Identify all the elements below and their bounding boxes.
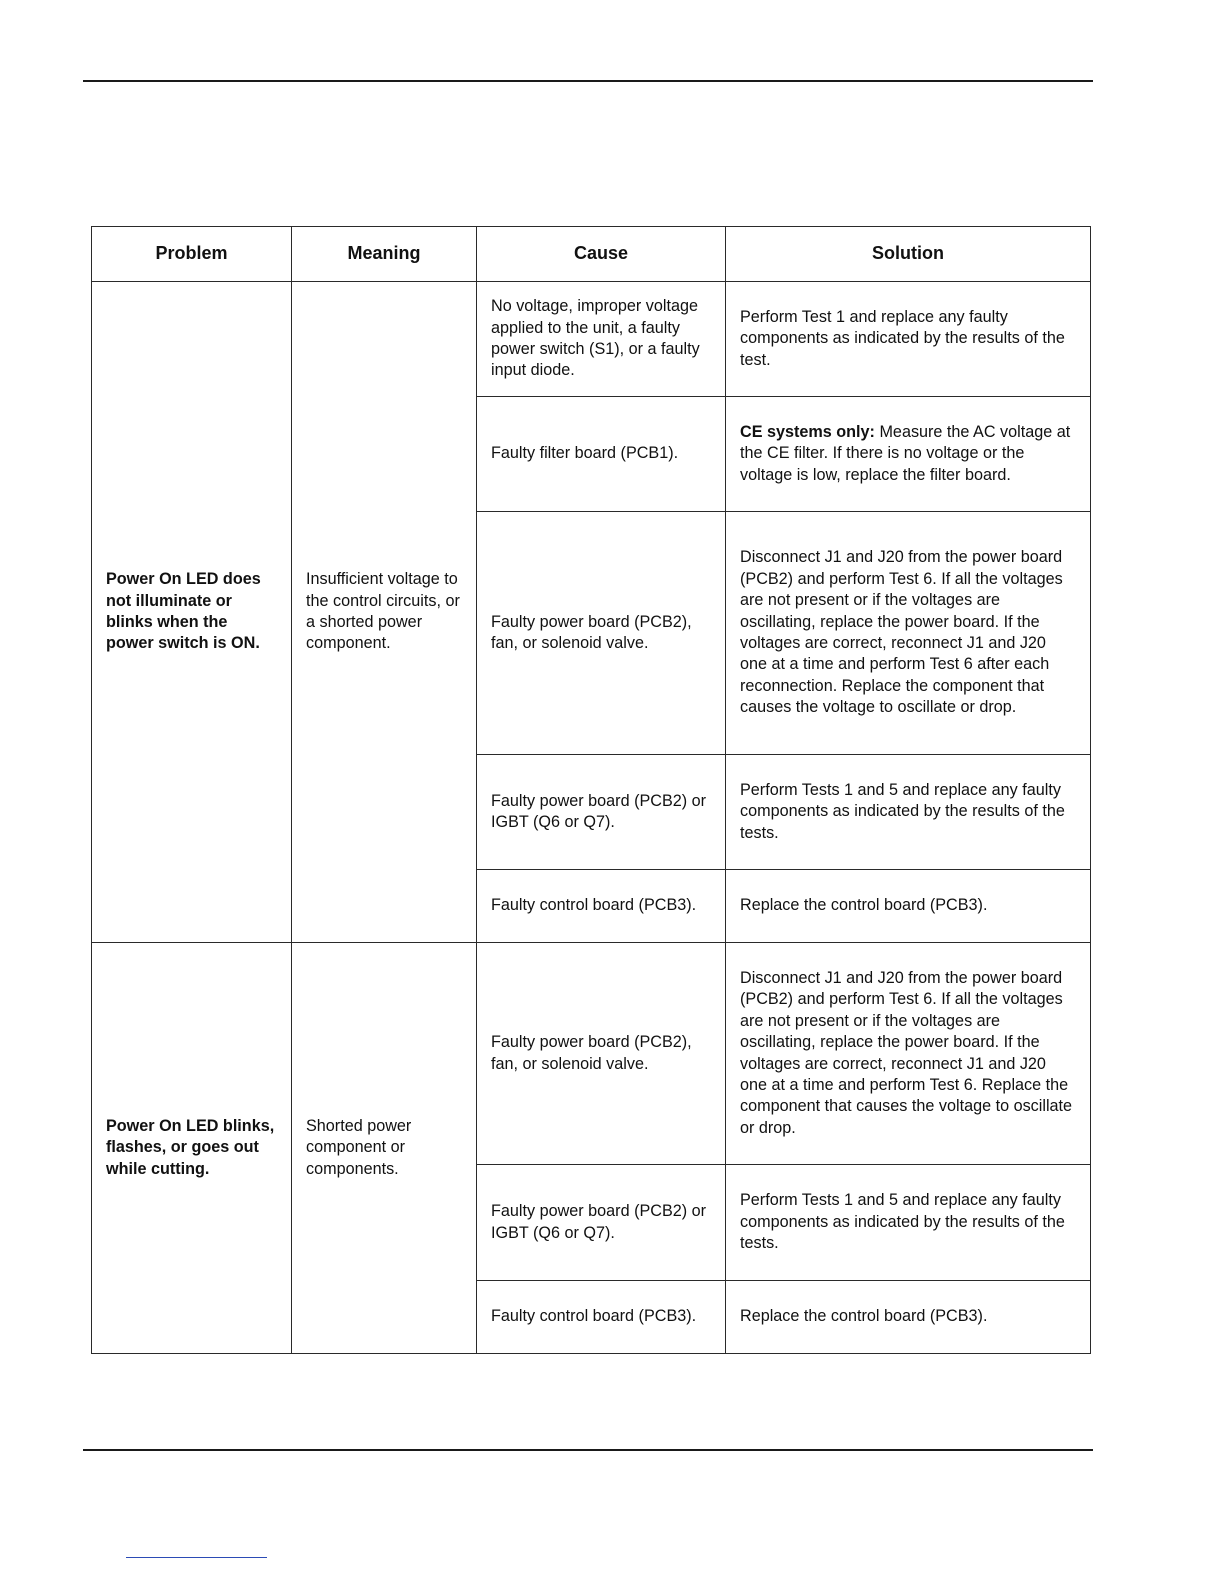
table-row [92, 943, 1091, 1165]
solution-cell: Disconnect J1 and J20 from the power board (PCB2) and perform Test 6. If all the voltages are not present or if the voltages are oscillating, replace the power board. If the voltages are correct, reconnect J1 and J20 one at a time and perform Test 6 after each reconnection. Replace the component that causes the voltage to oscillate or drop. [726, 512, 1091, 755]
solution-cell: Replace the control board (PCB3). [726, 870, 1091, 943]
troubleshooting-table [91, 226, 1091, 1354]
solution-text: Measure the AC voltage at the CE filter. If there is no voltage or the voltage is low, replace the filter board. [740, 422, 1071, 484]
solution-cell: Replace the control board (PCB3). [726, 1281, 1091, 1354]
solution-prefix: CE systems only: [740, 422, 875, 441]
problem-cell: Power On LED does not illuminate or blinks when the power switch is ON. [92, 282, 292, 943]
solution-cell [726, 397, 1091, 512]
footer-rule [83, 1449, 1093, 1451]
cause-cell: No voltage, improper voltage applied to the unit, a faulty power switch (S1), or a faulty input diode. [477, 282, 726, 397]
cause-cell: Faulty filter board (PCB1). [477, 397, 726, 512]
footer-link-underline[interactable] [126, 1557, 267, 1558]
table-row [92, 282, 1091, 397]
meaning-cell: Insufficient voltage to the control circuits, or a shorted power component. [292, 282, 477, 943]
header-problem: Problem [92, 227, 292, 282]
header-meaning: Meaning [292, 227, 477, 282]
solution-cell: Disconnect J1 and J20 from the power board (PCB2) and perform Test 6. If all the voltages are not present or if the voltages are oscillating, replace the power board. If the voltages are correct, reconnect J1 and J20 one at a time and perform Test 6. Replace the component that causes the voltage to oscillate or drop. [726, 943, 1091, 1165]
header-cause: Cause [477, 227, 726, 282]
solution-cell: Perform Test 1 and replace any faulty components as indicated by the results of the test. [726, 282, 1091, 397]
cause-cell: Faulty control board (PCB3). [477, 1281, 726, 1354]
cause-cell: Faulty power board (PCB2), fan, or solenoid valve. [477, 512, 726, 755]
table-header-row [92, 227, 1091, 282]
solution-cell: Perform Tests 1 and 5 and replace any faulty components as indicated by the results of the tests. [726, 755, 1091, 870]
meaning-cell: Shorted power component or components. [292, 943, 477, 1354]
solution-cell: Perform Tests 1 and 5 and replace any faulty components as indicated by the results of the tests. [726, 1165, 1091, 1281]
header-rule [83, 80, 1093, 82]
cause-cell: Faulty power board (PCB2), fan, or solenoid valve. [477, 943, 726, 1165]
cause-cell: Faulty power board (PCB2) or IGBT (Q6 or Q7). [477, 755, 726, 870]
cause-cell: Faulty power board (PCB2) or IGBT (Q6 or Q7). [477, 1165, 726, 1281]
header-solution: Solution [726, 227, 1091, 282]
problem-cell: Power On LED blinks, flashes, or goes out while cutting. [92, 943, 292, 1354]
cause-cell: Faulty control board (PCB3). [477, 870, 726, 943]
